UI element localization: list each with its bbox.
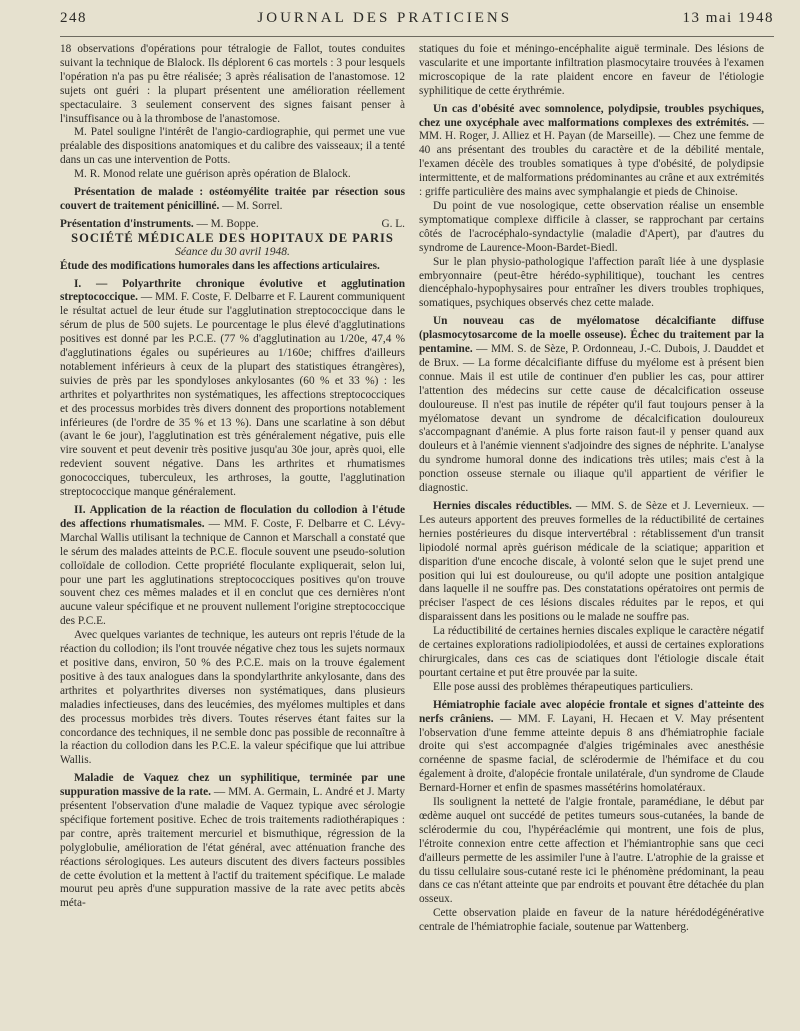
paragraph: Ils soulignent la netteté de l'algie frontale, paramédiane, le début par œdème auquel ont succédé de petites tumeurs sous-cutanées, la bande de sclérodermie du cou, l'hypéréaclémie qui montrent, une fois de plus, l'étroite connexion entre cette affection et l'hémiantrophie sans que ceci d'ailleurs permette de les assimiler l'une à l'autre. L'atrophie de la graisse et du tissu cellulaire sous-cutané reste ici le phénomène prédominant, la peau dans ce cas n'étant atteinte que par endroits et pouvant être détachée du plan osseux. bbox=[419, 796, 764, 906]
section-paragraph: Présentation de malade : ostéomyélite traitée par résection sous couvert de traitement pénicilliné. — M. Sorrel. bbox=[60, 186, 405, 212]
section-paragraph: Hernies discales réductibles. — MM. S. de Sèze et J. Levernieux. — Les auteurs apportent des preuves formelles de la réductibilité de certaines hernies postérieures du disque intervertébral : rétablissement d'un transit lipiodolé normal après guérison médicale de la sciatique; apparition et disparition d'une encoche discale, à volonté selon que le sujet prend une position qui lui est douloureuse, ou qu'il adopte une position antalgique dans laquelle il ne souffre pas. Des constatations opératoires ont permis de préciser l'aspect de ces lésions discales réduites par le repos, et qui disparaissent dans les positions ou le malade ne souffre pas. bbox=[419, 500, 764, 624]
journal-title: JOURNAL DES PRATICIENS bbox=[257, 10, 513, 26]
left-column bbox=[60, 43, 405, 935]
page-number: 248 bbox=[60, 10, 87, 26]
paragraph: statiques du foie et méningo-encéphalite aiguë terminale. Des lésions de vascularite et une importante infiltration plasmocytaire trouvées à l'examen microscopique de la rate plaident encore en faveur de l'étiologie syphilitique de cette érythrémie. bbox=[419, 43, 764, 97]
section-heading: Hémiatrophie faciale avec alopécie frontale et signes d'atteinte des nerfs crâniens. bbox=[419, 698, 764, 725]
section-paragraph: Maladie de Vaquez chez un syphilitique, terminée par une suppuration massive de la rate. — MM. A. Germain, L. André et J. Marty présentent l'observation d'une maladie de Vaquez typique avec sérologie spécifique fortement positive. Echec de trois traitements radiothérapiques : par contre, après traitement mercuriel et bismuthique, régression de la polyglobulie, amélioration de l'état général, avec atténuation franche des réactions sérologiques. Les auteurs discutent des divers facteurs possibles de cette évolution et la mettent à l'actif du traitement spécifique. Le malade mourut peu après d'une suppuration massive de la rate avec petits abcès méta- bbox=[60, 772, 405, 910]
issue-date: 13 mai 1948 bbox=[682, 10, 774, 26]
section-heading: Présentation d'instruments. bbox=[60, 217, 194, 230]
section-paragraph: Un nouveau cas de myélomatose décalcifiante diffuse (plasmocytosarcome de la moelle osseuse). Échec du traitement par la pentamine. — MM. S. de Sèze, P. Ordonneau, J.-C. Dubois, J. Dauddet et de Brux. — La forme décalcifiante diffuse du myélome est à présent bien connue. Mais il est utile de continuer d'en publier les cas, pour attirer l'attention des médecins sur cette cause de décalcification osseuse douloureuse. Il n'est pas inutile de répéter qu'il faut toujours penser à la myélomatose devant un syndrome de décalcification douloureux s'accompagnant d'anémie. A plus forte raison faut-il y penser quand aux douleurs et à l'anémie viennent s'adjoindre des signes de néphrite. L'analyse du syndrome humoral donne des indications très utiles; mais c'est à la ponction osseuse sternale ou iliaque qu'il appartient de vérifier le diagnostic. bbox=[419, 315, 764, 495]
section-heading: Présentation de malade : ostéomyélite traitée par résection sous couvert de traitement pénicilliné. bbox=[60, 186, 405, 212]
section-heading: I. — Polyarthrite chronique évolutive et agglutination streptococcique. bbox=[60, 277, 405, 304]
session-date: Séance du 30 avril 1948. bbox=[175, 245, 290, 258]
section-paragraph: Hémiatrophie faciale avec alopécie frontale et signes d'atteinte des nerfs crâniens. — MM. F. Layani, H. Hecaen et V. May présentent l'observation d'une femme atteinte depuis 8 ans d'hémiatrophie faciale droite qui s'est accompagnée d'algies trigéminales avec anesthésie cornéenne de spasme facial, de sclérodermie de l'hémiface et du cou également à droite, d'alopécie frontale unilatérale, d'un syndrome de Claude Bernard-Horner et enfin de spasmes massétérins homolatéraux. bbox=[419, 698, 764, 795]
section-paragraph: II. Application de la réaction de floculation du collodion à l'étude des affections rhumatismales. — MM. F. Coste, F. Delbarre et C. Lévy-Marchal Wallis utilisant la technique de Cannon et Marschall a constaté que le sérum des malades atteints de P.C.E. flocule souvent une pseudo-solution colloïdale de collodion. Cette propriété floculante expliquerait, selon lui, pour une part les agglutinations streptococciques positives qu'on trouve souvent chez ces mêmes malades et il en conclut que ces dernières n'ont aucune valeur spécifique et ne prouvent nullement l'origine streptococcique des P.C.E. bbox=[60, 504, 406, 628]
paragraph: Sur le plan physio-pathologique l'affection paraît liée à une dysplasie embryonnaire (peut-être hérédo-syphilitique), touchant les centres diencéphalo-hypophysaires pour entraîner les divers troubles trophiques, somatiques, psychiques observés chez cette malade. bbox=[419, 255, 764, 310]
paragraph: 18 observations d'opérations pour tétralogie de Fallot, toutes conduites suivant la technique de Blalock. Ils déplorent 6 cas mortels : 3 pour lesquels l'opération n'a pas pu être réalisée; 3 après réalisation de l'anastomose. 12 sujets ont guéri : la plupart présentent une amélioration réellement spectaculaire. 3 seulement conservent des signes faisant penser à l'insuffisance ou à la thrombose de l'anastomose. bbox=[60, 43, 405, 125]
paragraph: Elle pose aussi des problèmes thérapeutiques particuliers. bbox=[433, 680, 694, 693]
paragraph: La réductibilité de certaines hernies discales explique le caractère négatif de certaines explorations radiolipiodolées, et aussi de certaines explorations chirurgicales, dans ces cas de sciatiques dont l'étiologie discale était pourtant certaine et put être prouvée par la suite. bbox=[419, 625, 764, 679]
paragraph: Cette observation plaide en faveur de la nature hérédodégénérative centrale de l'hémiatrophie faciale, soutenue par Wattenberg. bbox=[419, 907, 764, 934]
section-paragraph: I. — Polyarthrite chronique évolutive et agglutination streptococcique. — MM. F. Coste, F. Delbarre et F. Laurent communiquent le résultat actuel de leur étude sur l'agglutination streptococcique dans le sérum de plus de 500 sujets. Le pourcentage le plus élevé d'agglutinations positives est donné par les P.C.E. (77 % d'agglutination au 1/20e, 47,4 % d'agglutinations égales ou supérieures au 1/160e; chiffres d'ailleurs notablement inférieurs à ceux de la plupart des statistiques étrangères), suivies de près par les spondyloses ankylosantes (60 % et 33 %) : les arthrites et polyarthrites non systématiques, les affections streptococciques et des processus morbides très divers donnent des proportions notablement inférieures (de l'ordre de 35 % et 13 %). Dans une scarlatine à son début (avant le 6e jour), l'agglutination est très généralement négative, puis elle vire souvent et peut devenir très positive jusqu'au 30e jour, après quoi, elle redevient souvent négative. Dans les arthrites et rhumatismes gonococciques, tuberculeux, les arthroses, la goutte, l'agglutination streptococcique manque généralement. bbox=[60, 277, 405, 499]
author-signature: G. L. bbox=[381, 217, 405, 230]
paragraph: M. R. Monod relate une guérison après opération de Blalock. bbox=[74, 168, 351, 181]
section-heading: Maladie de Vaquez chez un syphilitique, terminée par une suppuration massive de la rate. bbox=[60, 772, 405, 799]
paragraph: Du point de vue nosologique, cette observation réalise un ensemble symptomatique complexe difficile à classer, se rapprochant par certains côtés de l'acrocéphalo-syndactylie (maladie d'Apert), par d'autres du syndrome de Laurence-Moon-Bardet-Biedl. bbox=[419, 199, 764, 254]
paragraph: Avec quelques variantes de technique, les auteurs ont repris l'étude de la réaction du collodion; ils l'ont trouvée négative chez tous les sujets normaux et positive dans, environ, 50 % des P.C.E. mais on la trouve également positive à des taux analogues dans la spondylarthrite ankylosante, dans des arthrites et polyarthrites diverses non systématiques, dans plusieurs maladies infectieuses, dans des leucémies, des myélomes multiples et dans des processus morbides très divers. Toutes réserves étant faites sur la concordance des techniques, il ne semble donc pas possible de reconnaître à la réaction du collodion dans les P.C.E. la valeur spécifique que lui attribue Wallis. bbox=[60, 629, 405, 767]
right-column bbox=[419, 43, 764, 935]
society-title: SOCIÉTÉ MÉDICALE DES HOPITAUX DE PARIS bbox=[71, 230, 394, 245]
section-heading: II. Application de la réaction de floculation du collodion à l'étude des affections rhumatismales. bbox=[60, 504, 405, 530]
section-paragraph: Présentation d'instruments. — M. Boppe. G. L. bbox=[60, 217, 405, 230]
paragraph: M. Patel souligne l'intérêt de l'angio-cardiographie, qui permet une vue préalable des dispositions anatomiques et du calibre des vaisseaux; il a tenté dans un cas une intervention de Potts. bbox=[60, 126, 405, 167]
section-paragraph: Un cas d'obésité avec somnolence, polydipsie, troubles psychiques, chez une oxycéphale avec malformations complexes des extrémités. — MM. H. Roger, J. Alliez et H. Payan (de Marseille). — Chez une femme de 40 ans présentant des troubles du caractère et de la débilité mentale, l'examen décèle des troubles somatiques à type d'obésité, de polydipsie intermittente, et de malformations prédominantes au crâne et aux extrémités : griffe particulière des mains avec symphalangie et pieds de Chinoise. bbox=[419, 102, 764, 199]
section-heading: Hernies discales réductibles. bbox=[433, 500, 572, 512]
page-header bbox=[60, 10, 774, 37]
section-heading: Un nouveau cas de myélomatose décalcifiante diffuse (plasmocytosarcome de la moelle osseuse). Échec du traitement par la pentamine. bbox=[419, 315, 764, 356]
section-heading: Un cas d'obésité avec somnolence, polydipsie, troubles psychiques, chez une oxycéphale avec malformations complexes des extrémités. bbox=[419, 102, 764, 129]
study-heading: Étude des modifications humorales dans les affections articulaires. bbox=[60, 259, 380, 272]
